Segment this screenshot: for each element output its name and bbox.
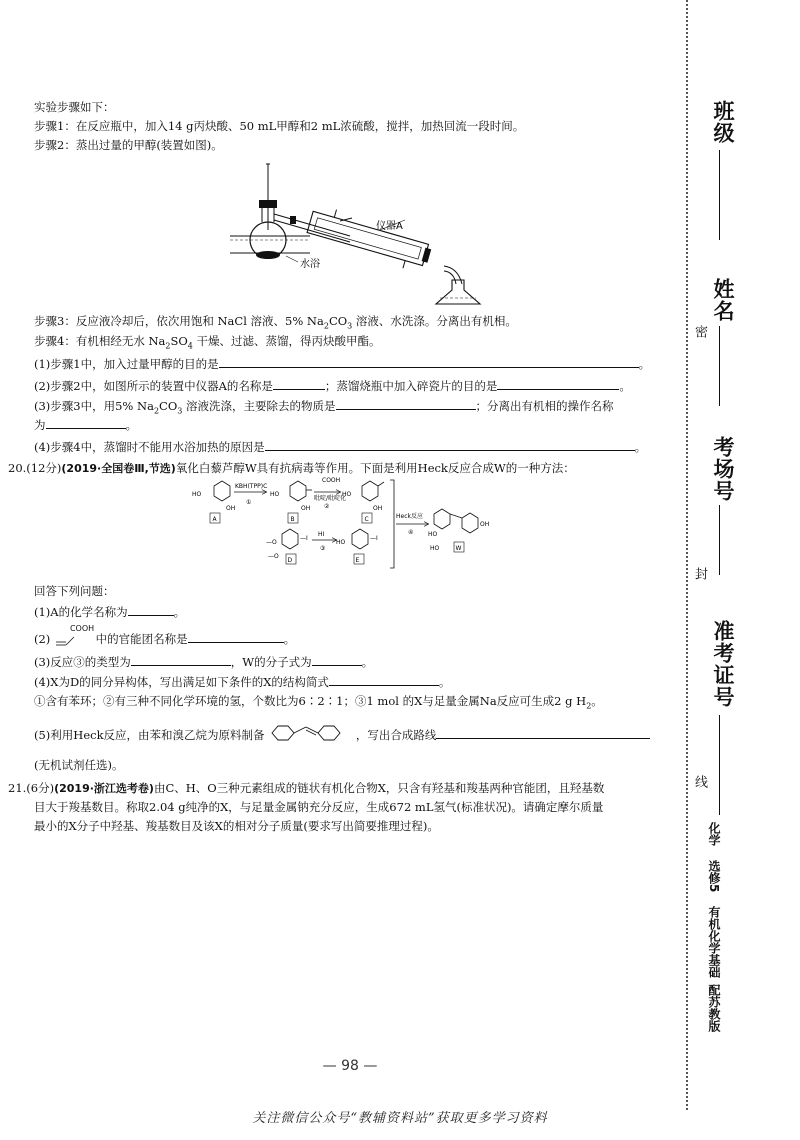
class-field[interactable] <box>719 150 720 240</box>
q20-4-conditions: ①含有苯环；②有三种不同化学环境的氢，个数比为6∶2∶1；③1 mol 的X与足量金属Na反应可生成2 g $H_2$。 <box>34 694 603 711</box>
svg-text:④: ④ <box>408 529 414 536</box>
distillation-apparatus <box>230 158 490 308</box>
svg-text:—O: —O <box>266 539 277 546</box>
svg-text:OH: OH <box>301 505 311 512</box>
svg-text:HO: HO <box>336 539 346 546</box>
q20-2: (2) COOH 中的官能团名称是 。 <box>34 624 296 646</box>
name-field[interactable] <box>719 326 720 406</box>
answer-blank[interactable] <box>436 726 650 739</box>
answer-blank[interactable] <box>131 653 231 666</box>
svg-text:HO: HO <box>428 531 438 538</box>
binding-dotted-line <box>686 0 688 1110</box>
water-bath-label: 水浴 <box>300 259 320 270</box>
svg-text:OH: OH <box>226 505 236 512</box>
name-label: 姓名 <box>711 278 735 322</box>
svg-text:HI: HI <box>318 531 325 538</box>
q19-3: (3)步骤3中，用5% $Na_2CO_3$ 溶液洗涤，主要除去的物质是 ；分离出有机相的操作名称 <box>34 399 614 416</box>
exam-room-label: 考场号 <box>711 436 735 502</box>
svg-text:—I: —I <box>370 535 378 542</box>
svg-text:HO: HO <box>270 491 280 498</box>
answer-blank[interactable] <box>46 416 126 429</box>
q19-1: (1)步骤1中，加入过量甲醇的目的是 。 <box>34 357 651 371</box>
answer-blank[interactable] <box>128 603 174 616</box>
answer-blank[interactable] <box>219 355 639 368</box>
volume-label: 选修5 <box>707 860 721 893</box>
reagent-4: Heck反应 <box>396 513 423 520</box>
q20-header: 20.(12分)(2019·全国卷Ⅲ,节选)氧化白藜芦醇W具有抗病毒等作用。下面是利用Heck反应合成W的一种方法： <box>8 461 575 475</box>
answer-blank[interactable] <box>336 397 476 410</box>
q20-5-note: (无机试剂任选)。 <box>34 758 124 772</box>
scheme-label-d: D <box>287 557 293 564</box>
svg-text:—I: —I <box>300 535 308 542</box>
reaction-scheme <box>190 478 550 578</box>
q19-4: (4)步骤4中，蒸馏时不能用水浴加热的原因是 。 <box>34 440 647 454</box>
steps-intro: 实验步骤如下： <box>34 100 115 114</box>
scheme-label-e: E <box>355 557 360 564</box>
exam-room-field[interactable] <box>719 505 720 575</box>
reagent-1: KBH(TPP)C <box>235 483 268 490</box>
answer-blank[interactable] <box>273 377 325 390</box>
step-1: 步骤1：在反应瓶中，加入14 g丙炔酸、50 mL甲醇和2 mL浓硫酸，搅拌，加热回流一段时间。 <box>34 119 525 133</box>
page-number: — 98 — <box>322 1058 378 1074</box>
svg-text:②: ② <box>324 503 330 510</box>
stilbene-structure <box>268 721 352 745</box>
q21-line-2: 目大于羧基数目。称取2.04 g纯净的X，与足量金属钠充分反应，生成672 mL氢气(标准状况)。请确定摩尔质量 <box>34 800 604 814</box>
step-4: 步骤4：有机相经无水 $Na_2SO_4$ 干燥、过滤、蒸馏，得丙炔酸甲酯。 <box>34 334 381 351</box>
q21-line-1: 21.(6分)(2019·浙江选考卷)由C、H、O三种元素组成的链状有机化合物X，只含有羟基和羧基两种官能团，且羟基数 <box>8 781 605 795</box>
class-label: 班级 <box>711 100 735 144</box>
scheme-label-c: C <box>364 516 369 523</box>
q21-line-3: 最小的X分子中羟基、羧基数目及该X的相对分子质量(要求写出简要推理过程)。 <box>34 819 439 833</box>
svg-text:③: ③ <box>320 545 326 552</box>
q20-3: (3)反应③的类型为 ，W的分子式为 。 <box>34 655 374 669</box>
scheme-label-w: W <box>455 545 462 552</box>
q20-1: (1)A的化学名称为 。 <box>34 605 186 619</box>
q20-5: (5)利用Heck反应，由苯和溴乙烷为原料制备 ，写出合成路线 <box>34 726 650 743</box>
svg-text:OH: OH <box>373 505 383 512</box>
edition-label: 配苏教版 <box>707 984 721 1032</box>
answer-blank[interactable] <box>312 653 362 666</box>
svg-text:COOH: COOH <box>322 477 341 484</box>
step-2: 步骤2：蒸出过量的甲醇(装置如图)。 <box>34 138 223 152</box>
seal-xian: 线 <box>692 775 707 788</box>
answer-blank[interactable] <box>188 630 284 643</box>
svg-text:HO: HO <box>192 491 202 498</box>
step-3: 步骤3：反应液冷却后，依次用饱和 NaCl 溶液、5% $Na_2CO_3$ 溶液、水洗涤。分离出有机相。 <box>34 314 517 331</box>
q19-3-cont: 为 。 <box>34 418 137 432</box>
answer-blank[interactable] <box>497 377 619 390</box>
svg-text:OH: OH <box>480 521 490 528</box>
scheme-label-b: B <box>290 516 295 523</box>
binding-sidebar <box>690 0 800 1140</box>
subject-label: 化学 <box>707 822 721 846</box>
q20-4: (4)X为D的同分异构体，写出满足如下条件的X的结构简式 。 <box>34 675 451 689</box>
reagent-2: 吡啶/吡啶化 <box>314 495 347 502</box>
answer-blank[interactable] <box>265 438 635 451</box>
answer-intro: 回答下列问题： <box>34 584 115 598</box>
svg-text:—O: —O <box>268 553 279 560</box>
seal-feng: 封 <box>692 567 707 580</box>
seal-mi: 密 <box>692 325 707 338</box>
answer-blank[interactable] <box>329 673 439 686</box>
svg-text:HO: HO <box>342 491 352 498</box>
svg-text:①: ① <box>246 499 252 506</box>
instrument-a-label: 仪器A <box>376 221 403 232</box>
topic-label: 有机化学基础 <box>707 906 721 978</box>
svg-text:HO: HO <box>430 545 440 552</box>
admission-id-label: 准考证号 <box>711 620 735 708</box>
admission-id-field[interactable] <box>719 715 720 815</box>
scheme-label-a: A <box>212 516 217 523</box>
footer-note: 关注微信公众号“教辅资料站”获取更多学习资料 <box>252 1111 548 1126</box>
q19-2: (2)步骤2中，如图所示的装置中仪器A的名称是 ；蒸馏烧瓶中加入碎瓷片的目的是 。 <box>34 379 631 393</box>
